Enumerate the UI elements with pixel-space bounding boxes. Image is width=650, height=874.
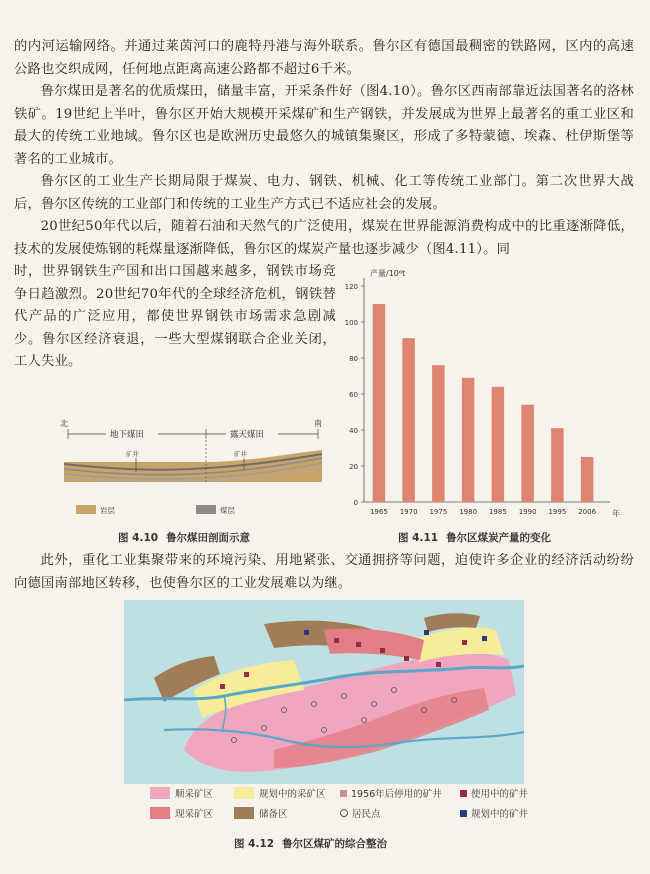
x-tick-label: 1980 <box>459 508 478 516</box>
coalfield-cross-section <box>56 412 328 522</box>
x-tick-label: 1965 <box>369 508 388 516</box>
y-tick-label: 80 <box>349 355 358 363</box>
ruhr-coal-mining-map <box>124 600 524 784</box>
paragraph-transport: 的内河运输网络。并通过莱茵河口的鹿特丹港与海外联系。鲁尔区有德国最稠密的铁路网，区内的高速公路也交织成网，任何地点距离高速公路都不超过6千米。 <box>14 39 634 77</box>
y-tick-label: 40 <box>349 427 358 435</box>
legend-stopped <box>340 786 442 800</box>
reserve-swatch <box>234 807 254 819</box>
bar-1980 <box>462 378 474 502</box>
legend-reserve <box>234 806 288 820</box>
paragraph-coalfield: 鲁尔煤田是著名的优质煤田，储量丰富，开采条件好（图4.10）。鲁尔区西南部靠近法国著名的洛林铁矿。19世纪上半叶，鲁尔区开始大规模开采煤矿和生产钢铁，并发展成为世界上最著名的重工业区和最大的传统工业地域。鲁尔区也是欧洲历史最悠久的城镇集聚区，形成了多特蒙德、埃森、杜伊斯堡等著名的工业城市。 <box>14 84 634 167</box>
settlement-label: 居民点 <box>352 809 381 820</box>
in-use-shaft-icon <box>460 790 467 797</box>
paragraph-steel-market: 时，世界钢铁生产国和出口国越来越多，钢铁市场竞争日趋激烈。20世纪70年代的全球经济危机，钢铁替代产品的广泛应用，都使世界钢铁市场需求急剧减少。鲁尔区经济衰退，一些大型煤钢联合企业关闭，工人失业。 <box>14 264 336 369</box>
figure-4-11-number: 图 4.11 <box>398 532 439 544</box>
legend-rock-label: 岩层 <box>100 506 115 515</box>
legend-planned-shaft <box>460 806 528 820</box>
legend-in-use <box>460 786 528 800</box>
in-use-label: 使用中的矿井 <box>471 789 529 800</box>
paragraph-decline: 20世纪50年代以后，随着石油和天然气的广泛使用，煤炭在世界能源消费构成中的比重逐渐降低，技术的发展使炼钢的耗煤量逐渐降低，鲁尔区的煤炭产量也逐步减少（图4.11）。同 <box>14 219 634 257</box>
open-pit-coalfield-label: 露天煤田 <box>230 430 265 440</box>
bar-1970 <box>402 338 414 502</box>
bar-2006 <box>581 457 593 502</box>
x-axis-label: 年 <box>612 509 620 518</box>
settlement-icon <box>340 809 348 817</box>
y-tick-label: 60 <box>349 391 358 399</box>
mined-out-label: 顺采矿区 <box>175 789 214 800</box>
y-tick-label: 0 <box>353 499 358 507</box>
bar-1995 <box>551 428 563 502</box>
x-tick-label: 1970 <box>399 508 418 516</box>
bar-1965 <box>373 304 385 502</box>
x-tick-label: 1990 <box>518 508 537 516</box>
figure-4-12-number: 图 4.12 <box>234 838 275 850</box>
coal-production-chart <box>334 266 634 524</box>
figure-4-12-title: 鲁尔区煤矿的综合整治 <box>282 838 388 850</box>
underground-coalfield-label: 地下煤田 <box>110 430 145 440</box>
bar-1985 <box>492 387 504 502</box>
y-tick-label: 20 <box>349 463 358 471</box>
x-tick-label: 1995 <box>548 508 567 516</box>
legend-settlement <box>340 806 381 820</box>
stopped-label: 1956年后停用的矿井 <box>351 789 442 800</box>
paragraph-relocation: 此外，重化工业集聚带来的环境污染、用地紧张、交通拥挤等问题，迫使许多企业的经济活动纷纷向德国南部地区转移，也使鲁尔区的工业发展难以为继。 <box>14 553 634 591</box>
legend-mined-out <box>150 786 213 800</box>
x-tick-label: 1975 <box>429 508 448 516</box>
figure-4-10-number: 图 4.10 <box>118 532 159 544</box>
shaft-label-left: 矿井 <box>126 450 139 458</box>
map-legend <box>150 786 550 826</box>
planned-shaft-label: 规划中的矿井 <box>471 809 529 820</box>
current-swatch <box>150 807 170 819</box>
shaft-label-right: 矿井 <box>234 450 247 458</box>
reserve-label: 储备区 <box>259 809 288 820</box>
figure-4-11-title: 鲁尔区煤炭产量的变化 <box>446 532 552 544</box>
y-tick-label: 100 <box>344 319 358 327</box>
figure-4-11-caption <box>398 530 551 545</box>
x-tick-label: 1985 <box>488 508 507 516</box>
mined-out-swatch <box>150 787 170 799</box>
planned-label: 规划中的采矿区 <box>259 789 326 800</box>
y-tick-label: 120 <box>344 283 358 291</box>
bar-1975 <box>432 365 444 502</box>
figure-4-12-caption <box>234 836 387 851</box>
bar-1990 <box>521 405 533 502</box>
stopped-shaft-icon <box>340 790 347 797</box>
legend-planned <box>234 786 326 800</box>
south-label: 南 <box>314 419 322 428</box>
current-label: 现采矿区 <box>175 809 214 820</box>
figure-4-10-title: 鲁尔煤田剖面示意 <box>166 532 251 544</box>
legend-coal-label: 煤层 <box>220 506 235 515</box>
y-axis-label: 产量/10⁶t <box>370 269 406 278</box>
figure-4-10-caption <box>118 530 250 545</box>
paragraph-traditional-industry: 鲁尔区的工业生产长期局限于煤炭、电力、钢铁、机械、化工等传统工业部门。第二次世界大战后，鲁尔区传统的工业部门和传统的工业生产方式已不适应社会的发展。 <box>14 174 634 212</box>
north-label: 北 <box>60 419 68 428</box>
x-tick-label: 2006 <box>578 508 597 516</box>
planned-shaft-icon <box>460 810 467 817</box>
planned-swatch <box>234 787 254 799</box>
legend-current <box>150 806 213 820</box>
